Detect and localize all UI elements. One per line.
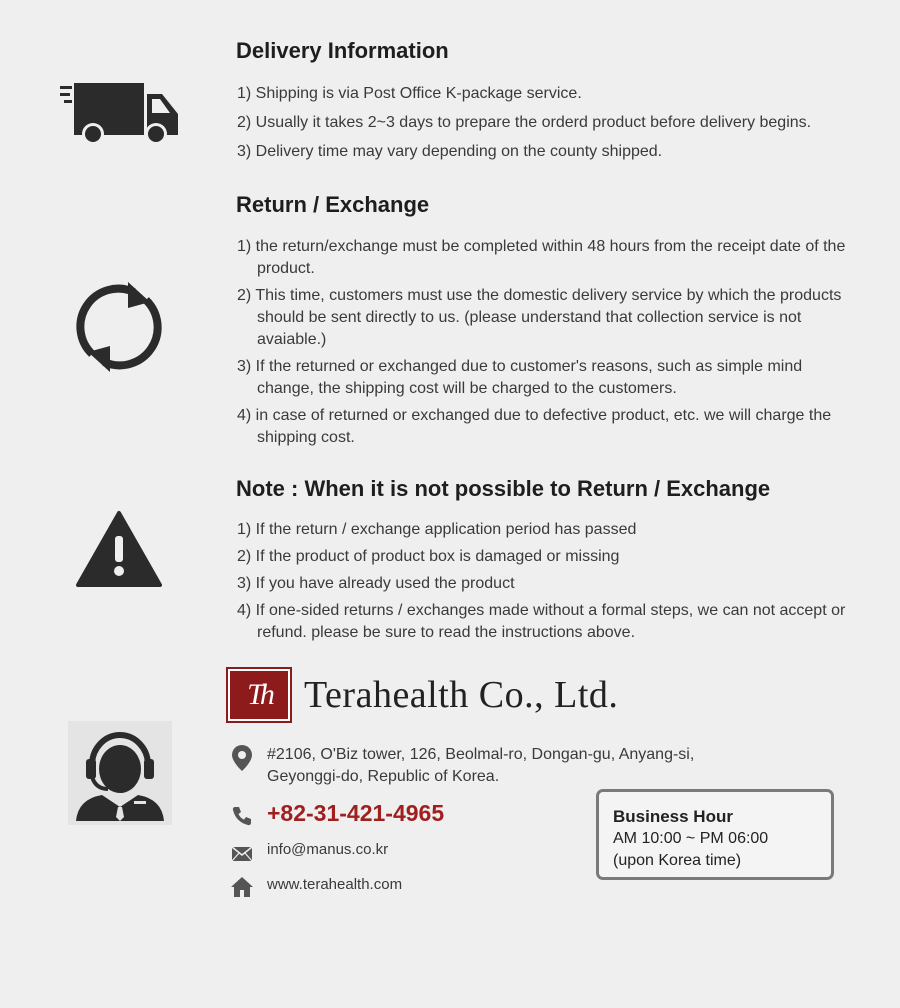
business-hours-time: AM 10:00 ~ PM 06:00 [613,830,769,847]
phone-icon [230,804,254,828]
address-line-1: #2106, O'Biz tower, 126, Beolmal-ro, Dongan-gu, Anyang-si, [267,746,695,763]
note-title: Note : When it is not possible to Return / Exchange [236,476,771,501]
note-list [237,519,862,649]
email-row [230,839,388,866]
location-pin-icon [230,744,254,772]
logo-mark-text: Th [230,671,288,719]
returns-title: Return / Exchange [236,192,430,217]
company-name: Terahealth Co., Ltd. [304,674,619,716]
returns-list [237,236,862,454]
list-item: 1) If the return / exchange application period has passed [237,521,637,538]
warning-icon [76,510,162,588]
phone-row [230,800,444,828]
website-link[interactable]: www.terahealth.com [267,876,403,893]
list-item: 3) If you have already used the product [237,575,515,592]
list-item: 2) This time, customers must use the domestic delivery service by which the products should be sent directly to us. (please understand that collection service is not avaiable.) [237,287,842,348]
customer-service-icon [68,721,172,825]
list-item: 2) Usually it takes 2~3 days to prepare the orderd product before delivery begins. [237,114,812,131]
business-hours-note: (upon Korea time) [613,852,742,869]
list-item: 1) the return/exchange must be completed within 48 hours from the receipt date of the product. [237,238,846,277]
phone-number[interactable]: +82-31-421-4965 [267,800,445,826]
refresh-icon [72,280,166,374]
list-item: 1) Shipping is via Post Office K-package service. [237,85,582,102]
logo-mark [226,667,292,723]
address-row [230,744,694,788]
delivery-title: Delivery Information [236,38,449,63]
list-item: 3) Delivery time may vary depending on the county shipped. [237,143,663,160]
truck-icon [60,80,180,146]
mail-icon [230,842,254,866]
delivery-list [237,83,862,168]
home-icon [230,875,254,899]
list-item: 4) If one-sided returns / exchanges made without a formal steps, we can not accept or refund. please be sure to read the instructions above. [237,602,846,641]
website-row [230,874,402,899]
address [267,744,694,788]
list-item: 2) If the product of product box is damaged or missing [237,548,620,565]
list-item: 3) If the returned or exchanged due to customer's reasons, such as simple mind change, the shipping cost will be charged to the customers. [237,358,803,397]
address-line-2: Geyonggi-do, Republic of Korea. [267,768,500,785]
email-link[interactable]: info@manus.co.kr [267,841,389,858]
company-logo [226,667,618,723]
business-hours-title: Business Hour [613,807,733,826]
business-hours-box [596,789,834,880]
list-item: 4) in case of returned or exchanged due to defective product, etc. we will charge the shipping cost. [237,407,832,446]
